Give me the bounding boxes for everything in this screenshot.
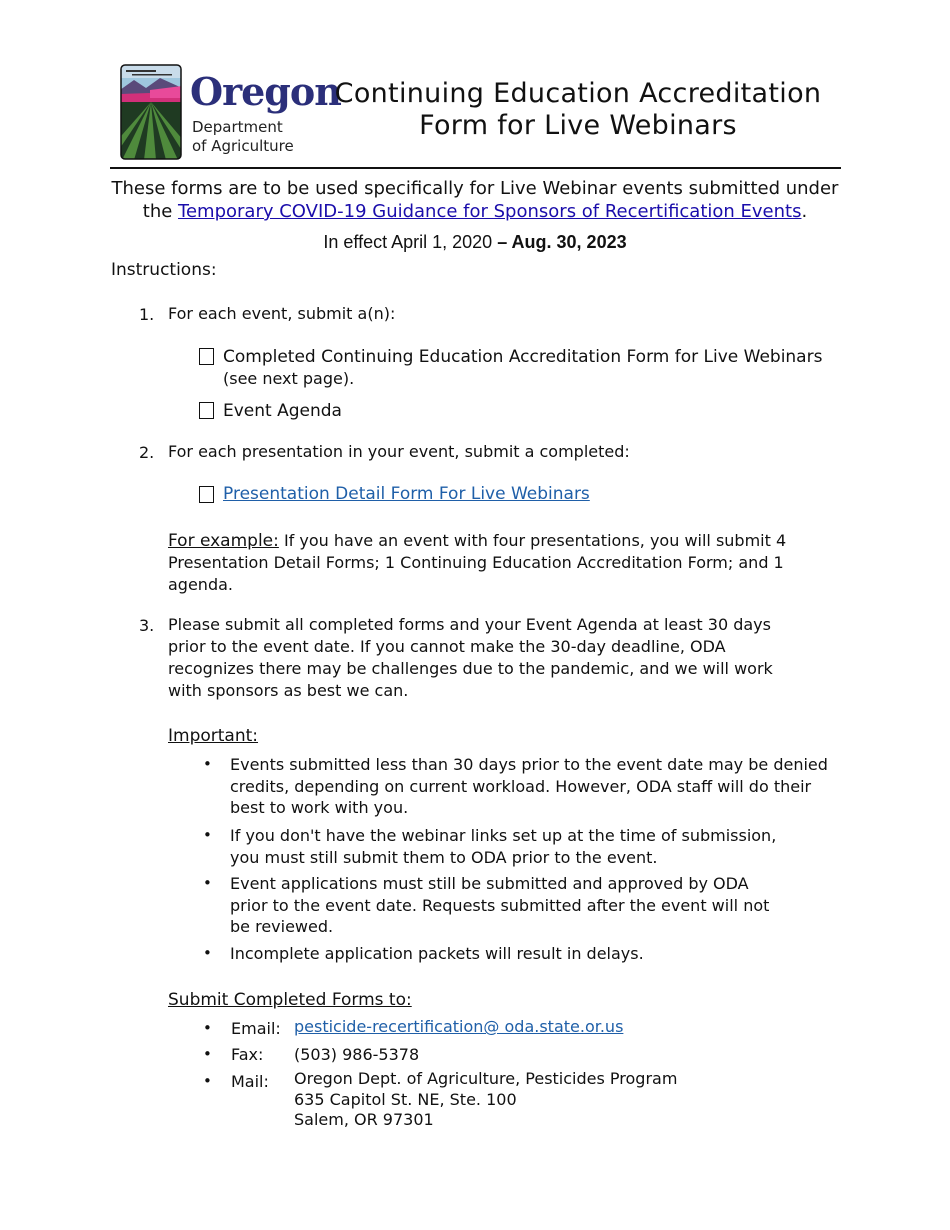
bullet-marker: • (203, 944, 212, 962)
checklist-item-line2: (see next page). (223, 369, 355, 388)
effective-dates (92, 231, 858, 253)
bullet-marker: • (203, 1019, 212, 1037)
example-label: For example: (168, 531, 279, 551)
title-line1: Continuing Education Accreditation (334, 78, 822, 109)
bullet-marker: • (203, 1045, 212, 1063)
email-label: Email: (231, 1019, 281, 1038)
effective-start: In effect April 1, 2020 (323, 232, 493, 252)
bullet-marker: • (203, 755, 212, 773)
important-bullet-4: Incomplete application packets will result in delays. (230, 944, 644, 963)
logo-department-text (192, 118, 294, 156)
checkbox-event-agenda[interactable] (199, 402, 214, 419)
logo-dept-line1: Department (192, 118, 283, 136)
step2-text: For each presentation in your event, submit a completed: (168, 442, 630, 461)
step3-line1: Please submit all completed forms and your Event Agenda at least 30 days (168, 615, 771, 634)
farm-field-logo-icon (120, 64, 182, 160)
logo-oregon-text: Oregon (190, 69, 341, 114)
important-bullet-3 (230, 873, 850, 938)
logo-dept-line2: of Agriculture (192, 137, 294, 155)
submit-heading: Submit Completed Forms to: (168, 990, 412, 1010)
covid-guidance-link[interactable]: Temporary COVID-19 Guidance for Sponsors of Recertification Events (178, 201, 802, 222)
example-line3: agenda. (168, 575, 233, 594)
step3-line2: prior to the event date. If you cannot make the 30-day deadline, ODA (168, 637, 726, 656)
bullet3-line2: prior to the event date. Requests submitted after the event will not (230, 895, 770, 915)
bullet2-line1: If you don't have the webinar links set up at the time of submission, (230, 826, 777, 845)
presentation-detail-form-link[interactable]: Presentation Detail Form For Live Webinars (223, 484, 590, 504)
bullet1-line3: best to work with you. (230, 798, 409, 817)
email-link[interactable]: pesticide-recertification@ oda.state.or.us (294, 1017, 624, 1036)
mail-line3: Salem, OR 97301 (294, 1110, 434, 1129)
intro-suffix: . (801, 201, 808, 222)
example-line1 (168, 530, 848, 552)
checklist-item-line1: Completed Continuing Education Accreditation Form for Live Webinars (223, 347, 823, 367)
important-bullet-2 (230, 825, 850, 868)
intro-line1: These forms are to be used specifically for Live Webinar events submitted under (111, 178, 839, 199)
step3-number: 3. (139, 616, 155, 635)
example-line2: Presentation Detail Forms; 1 Continuing Education Accreditation Form; and 1 (168, 553, 784, 572)
intro-prefix: the (142, 201, 179, 222)
bullet1-line1: Events submitted less than 30 days prior to the event date may be denied (230, 755, 828, 774)
checkbox-accreditation-form[interactable] (199, 348, 214, 365)
step3-line4: with sponsors as best we can. (168, 681, 409, 700)
bullet-marker: • (203, 1072, 212, 1090)
checklist-item-accreditation-form (223, 347, 863, 389)
bullet-marker: • (203, 874, 212, 892)
intro-paragraph (92, 177, 858, 223)
fax-label: Fax: (231, 1045, 264, 1064)
bullet2-line2: you must still submit them to ODA prior to the event. (230, 847, 658, 867)
bullet3-line1: Event applications must still be submitted and approved by ODA (230, 874, 749, 893)
important-bullet-1 (230, 754, 850, 819)
effective-end: – Aug. 30, 2023 (497, 232, 627, 252)
step1-number: 1. (139, 305, 155, 324)
instructions-heading: Instructions: (111, 260, 217, 280)
bullet1-line2: credits, depending on current workload. However, ODA staff will do their (230, 776, 812, 796)
checklist-item-event-agenda: Event Agenda (223, 401, 342, 421)
mail-address (294, 1069, 677, 1131)
important-heading: Important: (168, 726, 259, 746)
mail-line2: 635 Capitol St. NE, Ste. 100 (294, 1089, 517, 1109)
step2-number: 2. (139, 443, 155, 462)
oda-logo (118, 62, 341, 162)
fax-number: (503) 986-5378 (294, 1045, 420, 1064)
intro-line2 (92, 200, 858, 223)
step3-line3: recognizes there may be challenges due to the pandemic, and we will work (168, 659, 773, 678)
step1-text: For each event, submit a(n): (168, 304, 396, 323)
step3-text (168, 614, 848, 702)
bullet3-line3: be reviewed. (230, 917, 334, 936)
example-paragraph (168, 530, 848, 596)
header-divider (110, 167, 841, 169)
example-text1: If you have an event with four presentations, you will submit 4 (278, 531, 787, 550)
page-title (320, 78, 836, 142)
checkbox-presentation-detail-form[interactable] (199, 486, 214, 503)
mail-label: Mail: (231, 1072, 269, 1091)
mail-line1: Oregon Dept. of Agriculture, Pesticides Program (294, 1069, 678, 1088)
bullet-marker: • (203, 826, 212, 844)
title-line2: Form for Live Webinars (419, 110, 737, 141)
